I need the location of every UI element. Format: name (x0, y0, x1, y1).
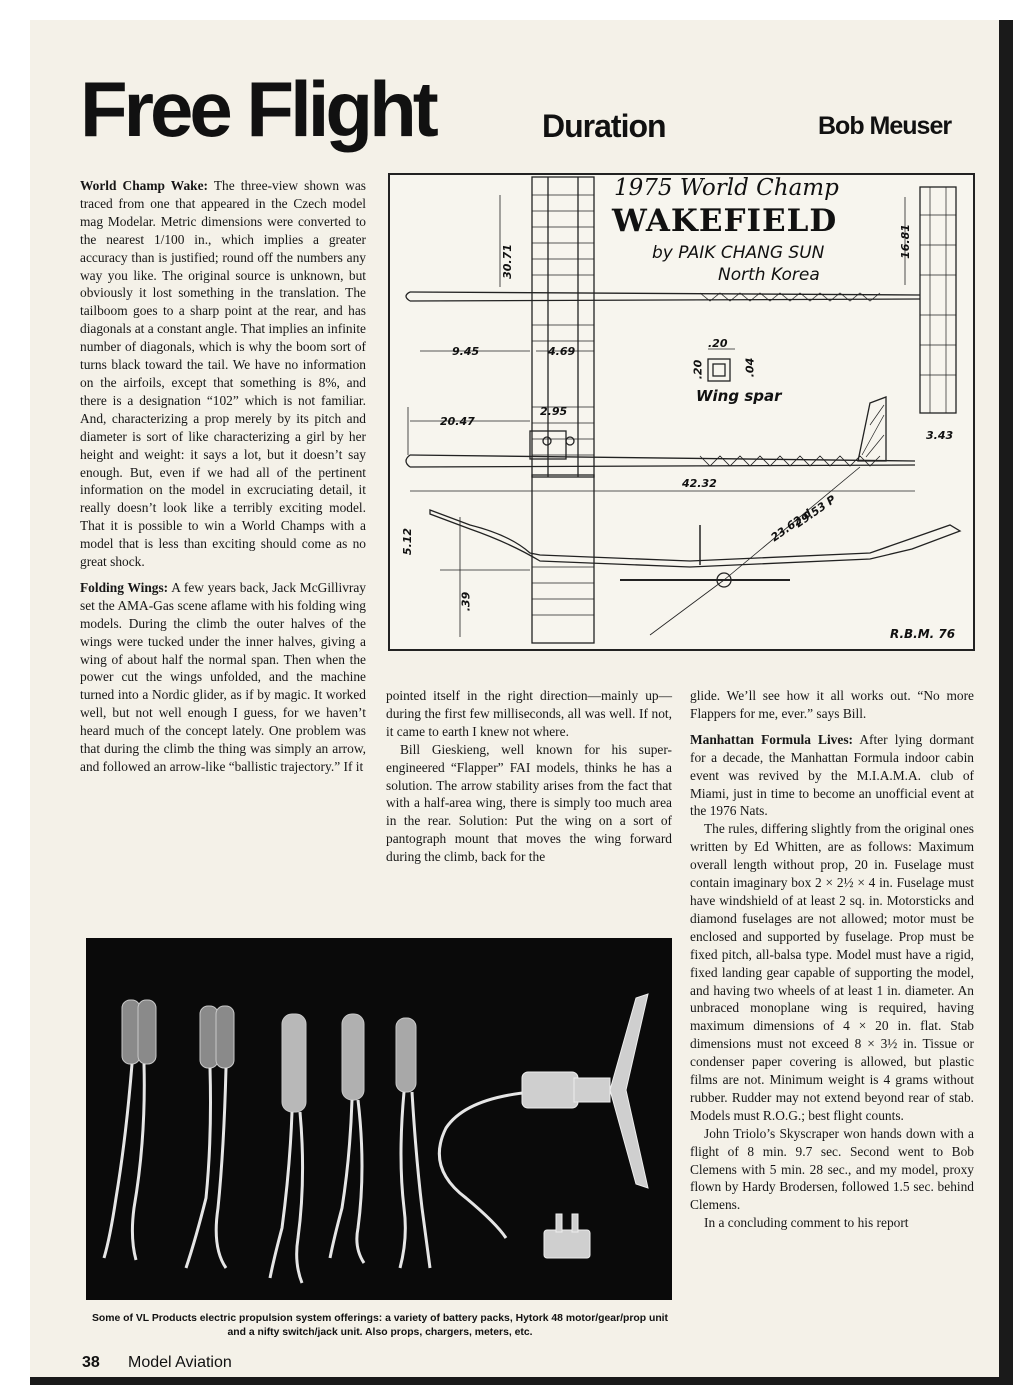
dim-prop-pitch: 29.53 P (792, 492, 839, 531)
dim-spar-width: .20 (708, 337, 728, 350)
paragraph-world-champ: World Champ Wake: The three-view shown was traced from one that appeared in the Czech model mag Modelar. Metric dimensions were converted to the nearest 1/100 in., which implies a greater accuracy than is justified; round off the numbers any way you like. The original source is unknown, but obviously it lost something in the translation. The tailboom goes to a sharp point at the rear, and has diagonals at a constant angle. That implies an infinite number of diagonals, which is why the boom sort of turns black toward the tail. We have no information on the airfoils, except that something is 8%, and there is a designation “102” which is not familiar. And, characterizing a prop merely by its pitch and diameter is sort of like characterizing a girl by her height and weight: it says a lot, but it doesn’t say enough. But, even if we had all of the pertinent information on the model in excruciating detail, it really doesn’t look like a terribly exciting model. That it is possible to win a World Champs with a model that is less than exciting should come as no great shock. (80, 178, 366, 570)
product-photo (86, 938, 672, 1300)
dim-spar-thickness: .04 (743, 357, 757, 378)
section-subtitle: Duration (542, 108, 666, 144)
dim-nose-length: 20.47 (440, 415, 475, 428)
drawing-title-line1: 1975 World Champ (614, 175, 839, 201)
paragraph-conclusion: In a concluding comment to his report (704, 1215, 909, 1231)
magazine-page (30, 20, 1013, 1385)
paragraph-gieskieng: Bill Gieskieng, well known for his super-engineered “Flapper” FAI models, thinks he has a solution. The arrow stability arises from the fact that with a half-area wing, there is simply too much area in the rear. Solution: Put the wing on a sort of pantograph mount that moves the wing forward during the climb, back for the (386, 741, 672, 865)
page-title: Free Flight (80, 65, 435, 153)
dim-boom-length: 42.32 (682, 477, 717, 490)
photo-illustration (86, 938, 672, 1300)
dim-center-section: 4.69 (548, 345, 576, 358)
drawing-signature: R.B.M. 76 (890, 627, 956, 641)
paragraph-manhattan: Manhattan Formula Lives: After lying dormant for a decade, the Manhattan Formula indoor cabin event was revived by the M.I.A.M.A. club of Miami, just in time to become an unofficial event at the 1976 Nats. (690, 731, 974, 819)
paragraph-rules: The rules, differing slightly from the original ones written by Ed Whitten, are as follows: Maximum overall length without prop, 20 in. Fuselage must contain imaginary box 2 × 2½ × 4 in. Fuselage must have windshield of at least 2 sq. in. Motorsticks and diamond fuselages are not allowed; motor must be enclosed and supported by fuselage. Prop must be fixed pitch, all-balsa type. Model must have a rigid, fixed landing gear capable of supporting the model, and having two wheels of at least 1 in. diameter. An unbraced monoplane wing is required, having maximum dimensions of 4 × 20 in. flat. Stab dimensions must not exceed 8 × 3½ in. Tissue or condenser paper covering is allowed, but plastic films are not. Minimum weight is 4 grams without rubber. Rudder may not extend beyond rear of stab. Models must R.O.G.; best flight counts. (690, 821, 974, 1123)
page-number: 38 (82, 1354, 100, 1371)
dim-span-half: 30.71 (500, 244, 514, 279)
dim-stab-span: 16.81 (898, 224, 912, 259)
drawing-title-line3: by PAIK CHANG SUN (652, 243, 825, 263)
article-column-1 (80, 177, 366, 776)
three-view-drawing (388, 173, 975, 651)
paragraph-folding-wings: Folding Wings: A few years back, Jack McGillivray set the AMA-Gas scene aflame with his folding wing models. During the climb the outer halves of the wings were tucked under the inner halves, giving a wing of about half the normal span. Then when the power cut the wings unfolded, and the machine turned into a Nordic glider, as if by magic. It worked well, but not well enough I guess, for we haven’t heard much of the concept lately. One problem was that during the climb the thing was simply an arrow, and followed an arrow-like “ballistic trajectory.” If it (80, 579, 366, 774)
article-column-2 (386, 687, 672, 866)
dim-fin-height: 3.43 (926, 429, 954, 442)
dim-root-chord: 9.45 (452, 345, 480, 358)
dim-dihedral: 5.12 (401, 527, 415, 556)
drawing-title-line4: North Korea (718, 265, 820, 285)
dim-spar-height: .20 (691, 359, 705, 380)
paragraph-continued: pointed itself in the right direction—mainly up—during the first few milliseconds, all was well. If not, it came to earth I knew not where. (386, 688, 672, 739)
photo-caption: Some of VL Products electric propulsion system offerings: a variety of battery packs, Hytork 48 motor/gear/prop unit and a nifty switch/jack unit. Also props, chargers, meters, etc. (91, 1313, 669, 1338)
author-name: Bob Meuser (818, 112, 952, 140)
paragraph-results: John Triolo’s Skyscraper won hands down with a flight of 8 min. 9.7 sec. Second went to Bob Clemens with 5 min. 28 sec., and my model, proxy flown by Hardy Brodersen, followed 1.5 sec. behind Clemens. (690, 1125, 974, 1213)
drawing-title-line2: WAKEFIELD (612, 203, 838, 239)
magazine-name: Model Aviation (128, 1354, 232, 1371)
dim-prop-diameter: 23.62 d (768, 506, 815, 545)
dim-tip: .39 (459, 591, 473, 612)
wing-spar-label: Wing spar (696, 387, 782, 405)
dim-prop-offset: 2.95 (540, 405, 568, 418)
article-column-3 (690, 687, 974, 1232)
paragraph-glide: glide. We’ll see how it all works out. “No more Flappers for me, ever.” says Bill. (690, 688, 974, 721)
